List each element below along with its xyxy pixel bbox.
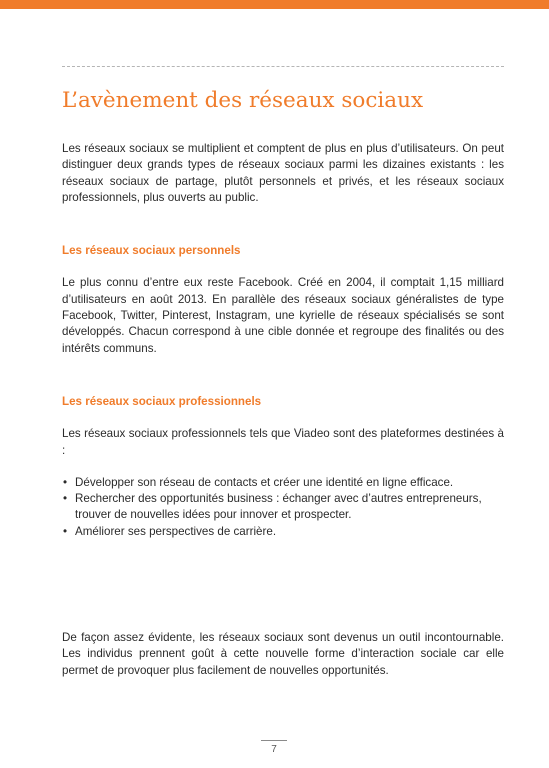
page-title: L’avènement des réseaux sociaux	[62, 88, 424, 113]
page-number: 7	[271, 744, 277, 755]
list-item	[62, 475, 504, 491]
section-heading-personal: Les réseaux sociaux personnels	[62, 244, 241, 258]
list-item-text: Rechercher des opportunités business : échanger avec d’autres entrepreneurs, trouver de nouvelles idées pour innover et prospecter.	[75, 492, 482, 522]
intro-paragraph: Les réseaux sociaux se multiplient et comptent de plus en plus d’utilisateurs. On peut distinguer deux grands types de réseaux sociaux parmi les dizaines existants : les réseaux sociaux de partage, plutôt personnels et privés, et les réseaux sociaux professionnels, plus ouverts au public.	[62, 142, 504, 204]
list-item	[62, 491, 504, 524]
bullet-icon: •	[63, 475, 68, 489]
conclusion-paragraph: De façon assez évidente, les réseaux sociaux sont devenus un outil incontournable. Les individus prennent goût à cette nouvelle forme d’interaction sociale car elle permet de provoquer plus facilement de nouvelles opportunités.	[62, 631, 504, 677]
section-heading-professional: Les réseaux sociaux professionnels	[62, 394, 262, 408]
bullet-icon: •	[63, 524, 68, 538]
professional-paragraph: Les réseaux sociaux professionnels tels que Viadeo sont des plateformes destinées à :	[62, 427, 504, 457]
bullet-icon: •	[63, 492, 68, 506]
page-body	[62, 141, 504, 679]
list-item-text: Améliorer ses perspectives de carrière.	[75, 524, 277, 538]
footer-rule	[261, 740, 287, 741]
top-accent-bar	[0, 0, 549, 9]
personal-paragraph: Le plus connu d’entre eux reste Facebook. Créé en 2004, il comptait 1,15 milliard d’utilisateurs en août 2013. En parallèle des réseaux sociaux généralistes de type Facebook, Twitter, Pinterest, Instagram, une kyrielle de réseaux spécialisés se sont développés. Chacun correspond à une cible donnée et regroupe des finalités ou des intérêts communs.	[62, 276, 504, 355]
dashed-divider	[62, 66, 504, 67]
list-item	[62, 524, 504, 540]
list-item-text: Développer son réseau de contacts et créer une identité en ligne efficace.	[75, 475, 454, 489]
bullet-list	[62, 475, 504, 540]
